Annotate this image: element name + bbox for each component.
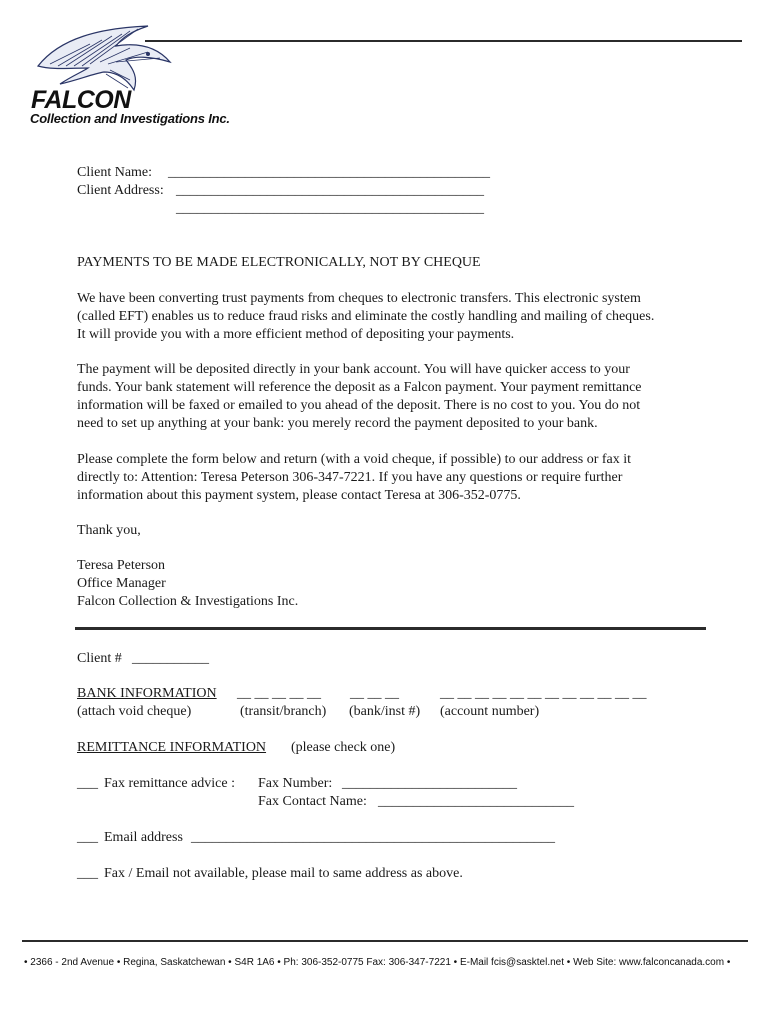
footer-rule	[22, 940, 748, 942]
letter-paragraph-1: We have been converting trust payments from cheques to electronic transfers. This electronic system (called EFT) enables us to reduce fraud risks and eliminate the costly handling and mailing of cheques. It will provide you with a more efficient method of depositing your payments.	[77, 291, 655, 342]
client-address-label: Client Address:	[77, 183, 164, 198]
account-number-field[interactable]: __ __ __ __ __ __ __ __ __ __ __ __	[440, 686, 647, 701]
transit-field[interactable]: __ __ __ __ __	[237, 686, 321, 701]
remittance-note: (please check one)	[291, 740, 396, 755]
form-divider	[75, 627, 706, 630]
letter-paragraph-2: The payment will be deposited directly in your bank account. You will have quicker access to your funds. Your bank statement will reference the deposit as a Falcon payment. Your payment remittance information will be faxed or emailed to you ahead of the deposit. There is no cost to you. You do not need to set up anything at your bank: you merely record the payment deposited to your bank.	[77, 362, 642, 431]
company-name: FALCON	[31, 86, 131, 114]
letter-closing: Thank you,	[77, 523, 141, 538]
fax-number-label: Fax Number:	[258, 776, 333, 791]
header-rule	[145, 40, 742, 42]
institution-field[interactable]: __ __ __	[350, 686, 399, 701]
signer-company: Falcon Collection & Investigations Inc.	[77, 594, 299, 609]
email-option-checkbox[interactable]: ___	[77, 830, 98, 845]
letter-paragraph-3: Please complete the form below and return (with a void cheque, if possible) to our address or fax it directly to: Attention: Teresa Peterson 306-347-7221. If you have any questions or require further information about this payment system, please contact Teresa at 306-352-0775.	[77, 452, 632, 503]
company-subtitle: Collection and Investigations Inc.	[30, 111, 230, 126]
client-name-label: Client Name:	[77, 165, 153, 180]
mail-option-checkbox[interactable]: ___	[77, 866, 98, 881]
email-option-label: Email address	[104, 830, 183, 845]
remittance-information-label: REMITTANCE INFORMATION	[77, 740, 267, 755]
client-name-field[interactable]: ______________________________________________	[168, 165, 490, 180]
transit-caption: (transit/branch)	[240, 704, 327, 719]
client-number-label: Client #	[77, 651, 122, 666]
fax-contact-field[interactable]: ____________________________	[378, 794, 574, 809]
fax-contact-label: Fax Contact Name:	[258, 794, 367, 809]
client-address-field[interactable]: ____________________________________________	[176, 183, 484, 198]
fax-number-field[interactable]: _________________________	[342, 776, 517, 791]
signer-title: Office Manager	[77, 576, 166, 591]
footer-contact-info: • 2366 - 2nd Avenue • Regina, Saskatchewan • S4R 1A6 • Ph: 306-352-0775 Fax: 306-347-7221 • E-Mail fcis@sasktel.net • Web Site: www.falconcanada.com •	[24, 957, 731, 968]
email-address-field[interactable]: ____________________________________________________	[191, 830, 555, 845]
falcon-logo	[28, 18, 268, 128]
client-number-field[interactable]: ___________	[132, 651, 209, 666]
client-address-field-2[interactable]: ____________________________________________	[176, 201, 484, 216]
bank-information-label: BANK INFORMATION	[77, 686, 217, 701]
fax-option-checkbox[interactable]: ___	[77, 776, 98, 791]
institution-caption: (bank/inst #)	[349, 704, 421, 719]
attach-void-cheque-note: (attach void cheque)	[77, 704, 192, 719]
mail-option-label: Fax / Email not available, please mail to same address as above.	[104, 866, 463, 881]
account-number-caption: (account number)	[440, 704, 540, 719]
letter-heading: PAYMENTS TO BE MADE ELECTRONICALLY, NOT BY CHEQUE	[77, 255, 481, 270]
signer-name: Teresa Peterson	[77, 558, 166, 573]
fax-option-label: Fax remittance advice :	[104, 776, 235, 791]
